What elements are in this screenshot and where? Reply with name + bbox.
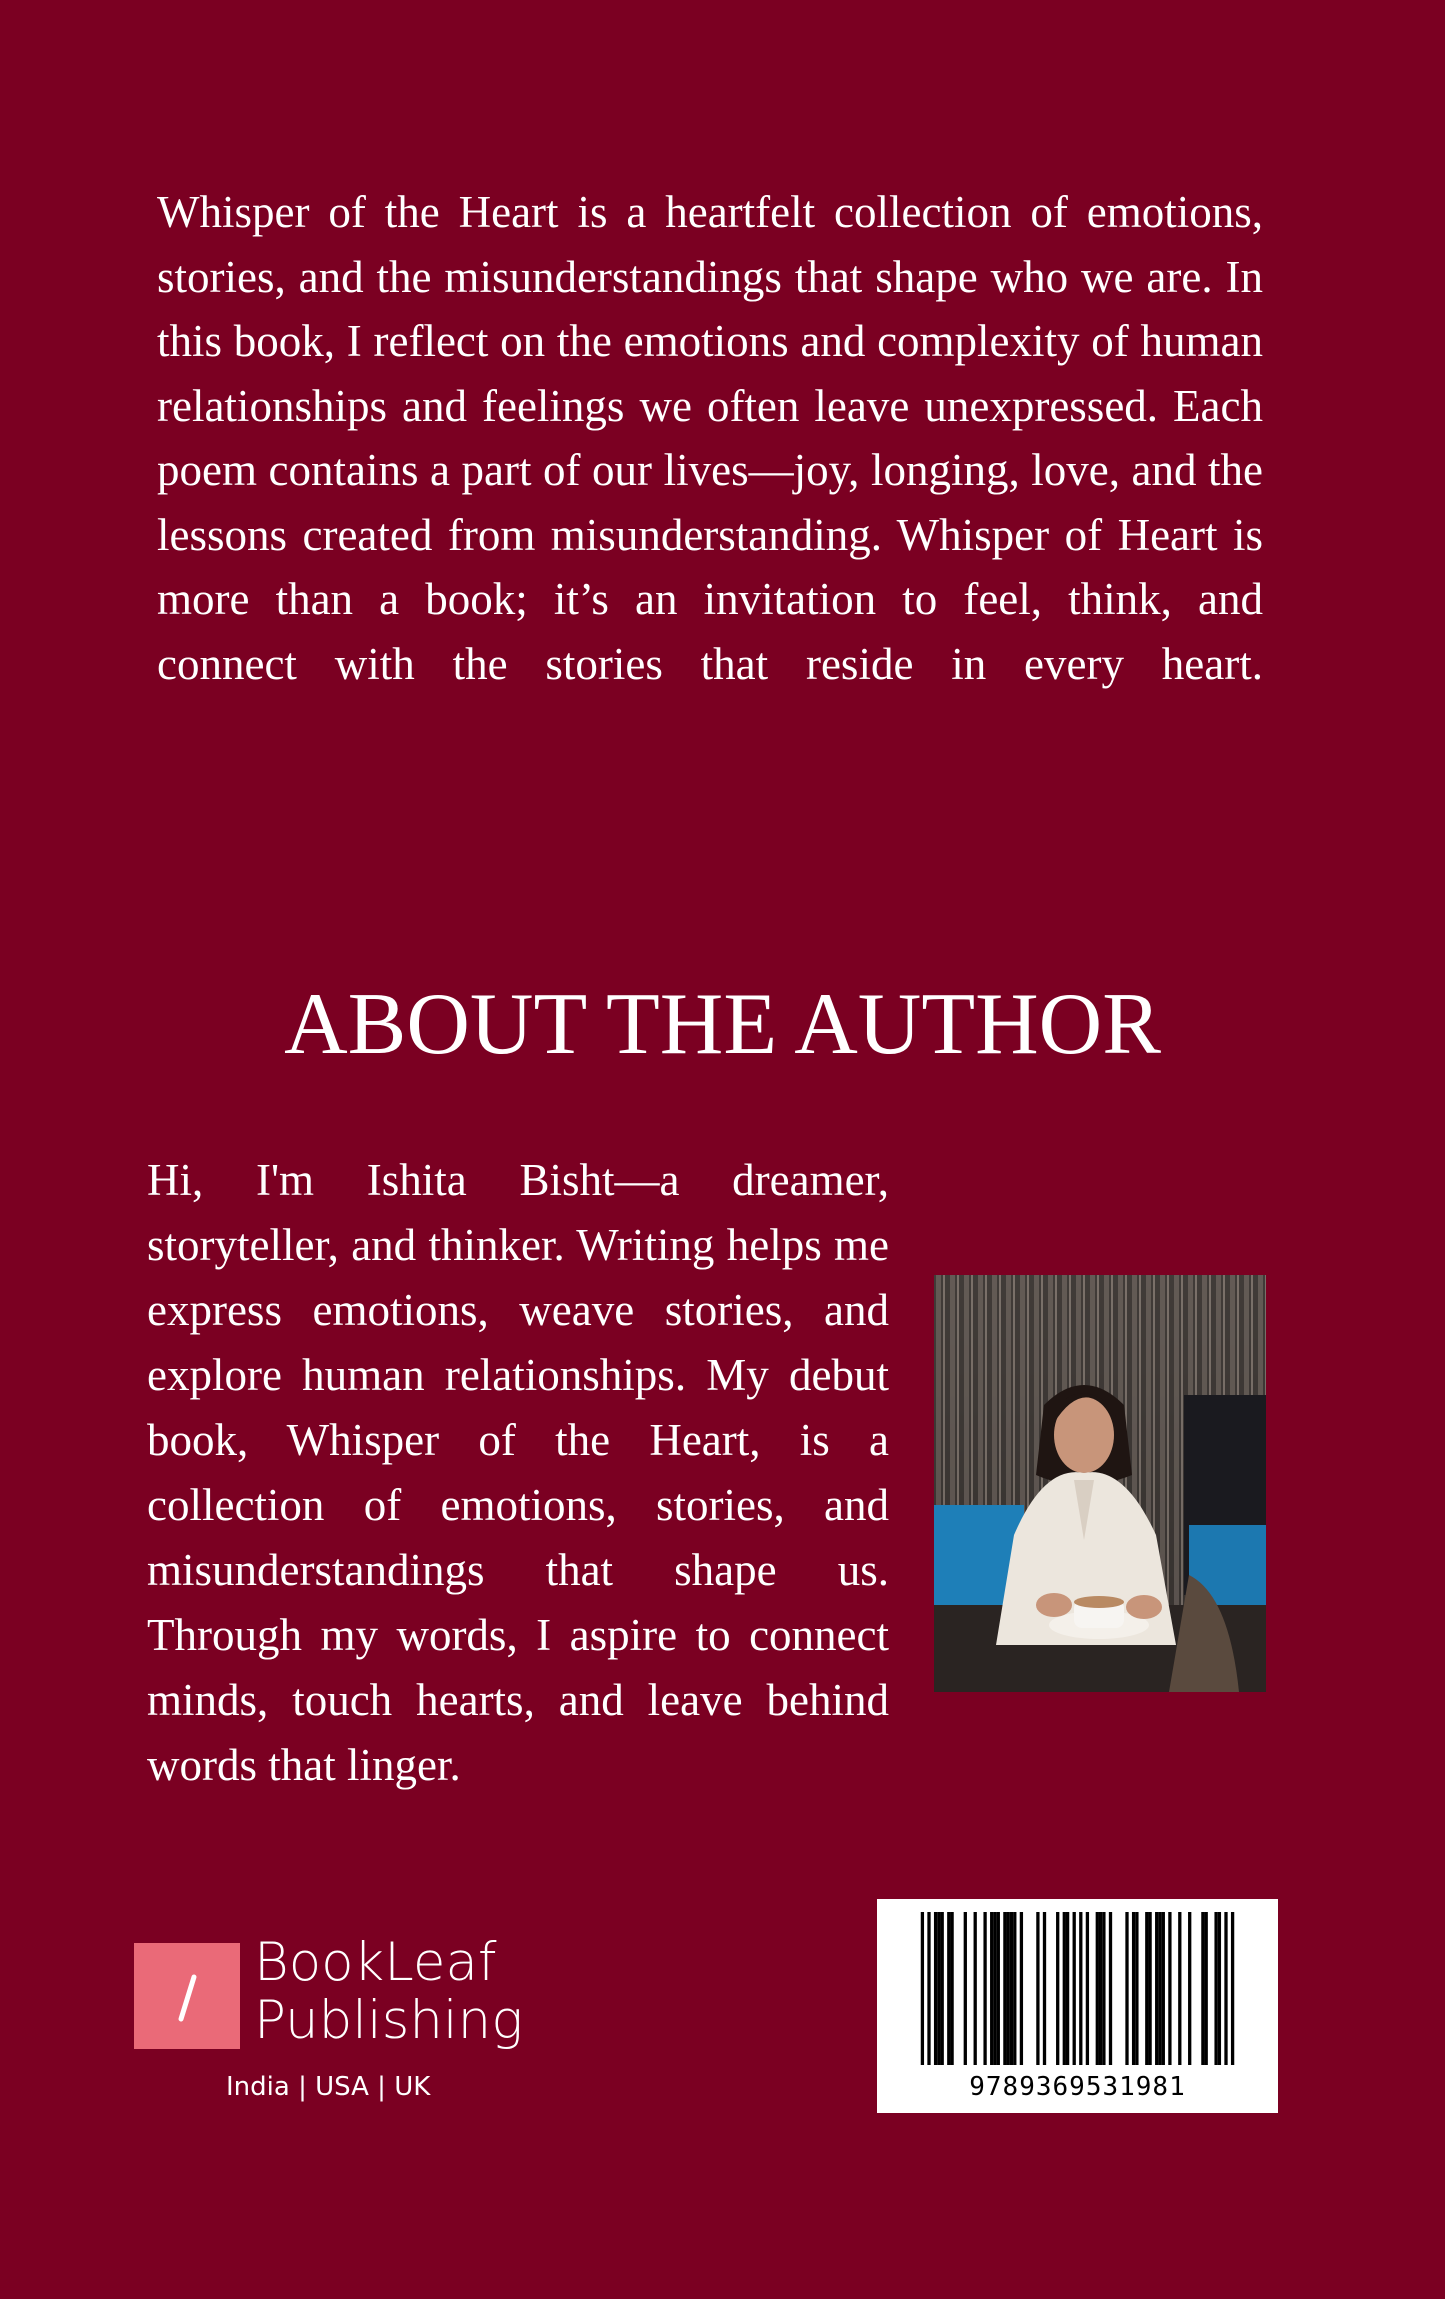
barcode-bar	[1135, 1912, 1138, 2065]
barcode-bar	[1205, 1912, 1208, 2065]
barcode-bar	[1003, 1912, 1006, 2065]
book-blurb: Whisper of the Heart is a heartfelt collection of emotions, stories, and the misunderstandings that shape who we are. In this book, I reflect on the emotions and complexity of human relationships and feelings we often leave unexpressed. Each poem contains a part of our lives—joy, longing, love, and the lessons created from misunderstanding. Whisper of Heart is more than a book; it’s an invitation to feel, think, and connect with the stories that reside in every heart.	[157, 187, 1263, 689]
barcode-bar	[1132, 1912, 1135, 2065]
barcode-bar	[1231, 1912, 1234, 2065]
barcode-bar	[1125, 1912, 1128, 2065]
barcode-bar	[1043, 1912, 1046, 2065]
barcode-bar	[1036, 1912, 1039, 2065]
barcode-bar	[997, 1912, 1000, 2065]
barcode-bar	[993, 1912, 996, 2065]
publisher-name	[254, 1934, 523, 2050]
barcode-bar	[1056, 1912, 1059, 2065]
about-author-heading: ABOUT THE AUTHOR	[284, 976, 1161, 1073]
barcode-bar	[1214, 1912, 1217, 2065]
barcode-bar	[983, 1912, 986, 2065]
barcode-bar	[1063, 1912, 1066, 2065]
barcode-bar	[934, 1912, 937, 2065]
author-bio: Hi, I'm Ishita Bisht—a dreamer, storyteller, and thinker. Writing helps me express emotions, weave stories, and explore human relationships. My debut book, Whisper of the Heart, is a collection of emotions, stories, and misunderstandings that shape us. Through my words, I aspire to connect minds, touch hearts, and leave behind words that linger.	[147, 1155, 889, 1790]
barcode-bar	[974, 1912, 977, 2065]
barcode-bar	[1109, 1912, 1112, 2065]
publisher-name-line1: BookLeaf	[254, 1932, 497, 1993]
barcode-bar	[1099, 1912, 1102, 2065]
publisher-name-line2: Publishing	[254, 1990, 524, 2051]
barcode-bar	[937, 1912, 940, 2065]
barcode-bar	[1020, 1912, 1023, 2065]
publisher-regions: India | USA | UK	[226, 2072, 431, 2102]
barcode-bar	[1155, 1912, 1158, 2065]
barcode-bar	[950, 1912, 953, 2065]
barcode-bar	[947, 1912, 950, 2065]
barcode-bar	[1086, 1912, 1089, 2065]
barcode-bar	[964, 1912, 967, 2065]
barcode-bar	[1073, 1912, 1076, 2065]
barcode-bar	[927, 1912, 930, 2065]
barcode-bar	[1013, 1912, 1016, 2065]
isbn-number: 9789369531981	[969, 2072, 1186, 2102]
barcode-bar	[1145, 1912, 1148, 2065]
slash-logo-icon	[134, 1943, 240, 2049]
barcode-bar	[1168, 1912, 1171, 2065]
barcode-bar	[1148, 1912, 1151, 2065]
barcode-bar	[1218, 1912, 1221, 2065]
barcode-bar	[921, 1912, 924, 2065]
barcode-bar	[1188, 1912, 1191, 2065]
barcode-bar	[1079, 1912, 1082, 2065]
barcode-bar	[1178, 1912, 1181, 2065]
barcode-bar	[1066, 1912, 1069, 2065]
barcode-bar	[1007, 1912, 1010, 2065]
barcode-bar	[1224, 1912, 1227, 2065]
barcode-bar	[1162, 1912, 1165, 2065]
barcode-bar	[1010, 1912, 1013, 2065]
isbn-barcode	[877, 1899, 1278, 2113]
barcode-bar	[1096, 1912, 1099, 2065]
barcode-bar	[990, 1912, 993, 2065]
author-photo	[934, 1275, 1266, 1692]
barcode-bar	[941, 1912, 944, 2065]
barcode-bar	[1158, 1912, 1161, 2065]
publisher-logo	[134, 1943, 240, 2049]
barcode-bar	[1201, 1912, 1204, 2065]
barcode-bar	[1102, 1912, 1105, 2065]
